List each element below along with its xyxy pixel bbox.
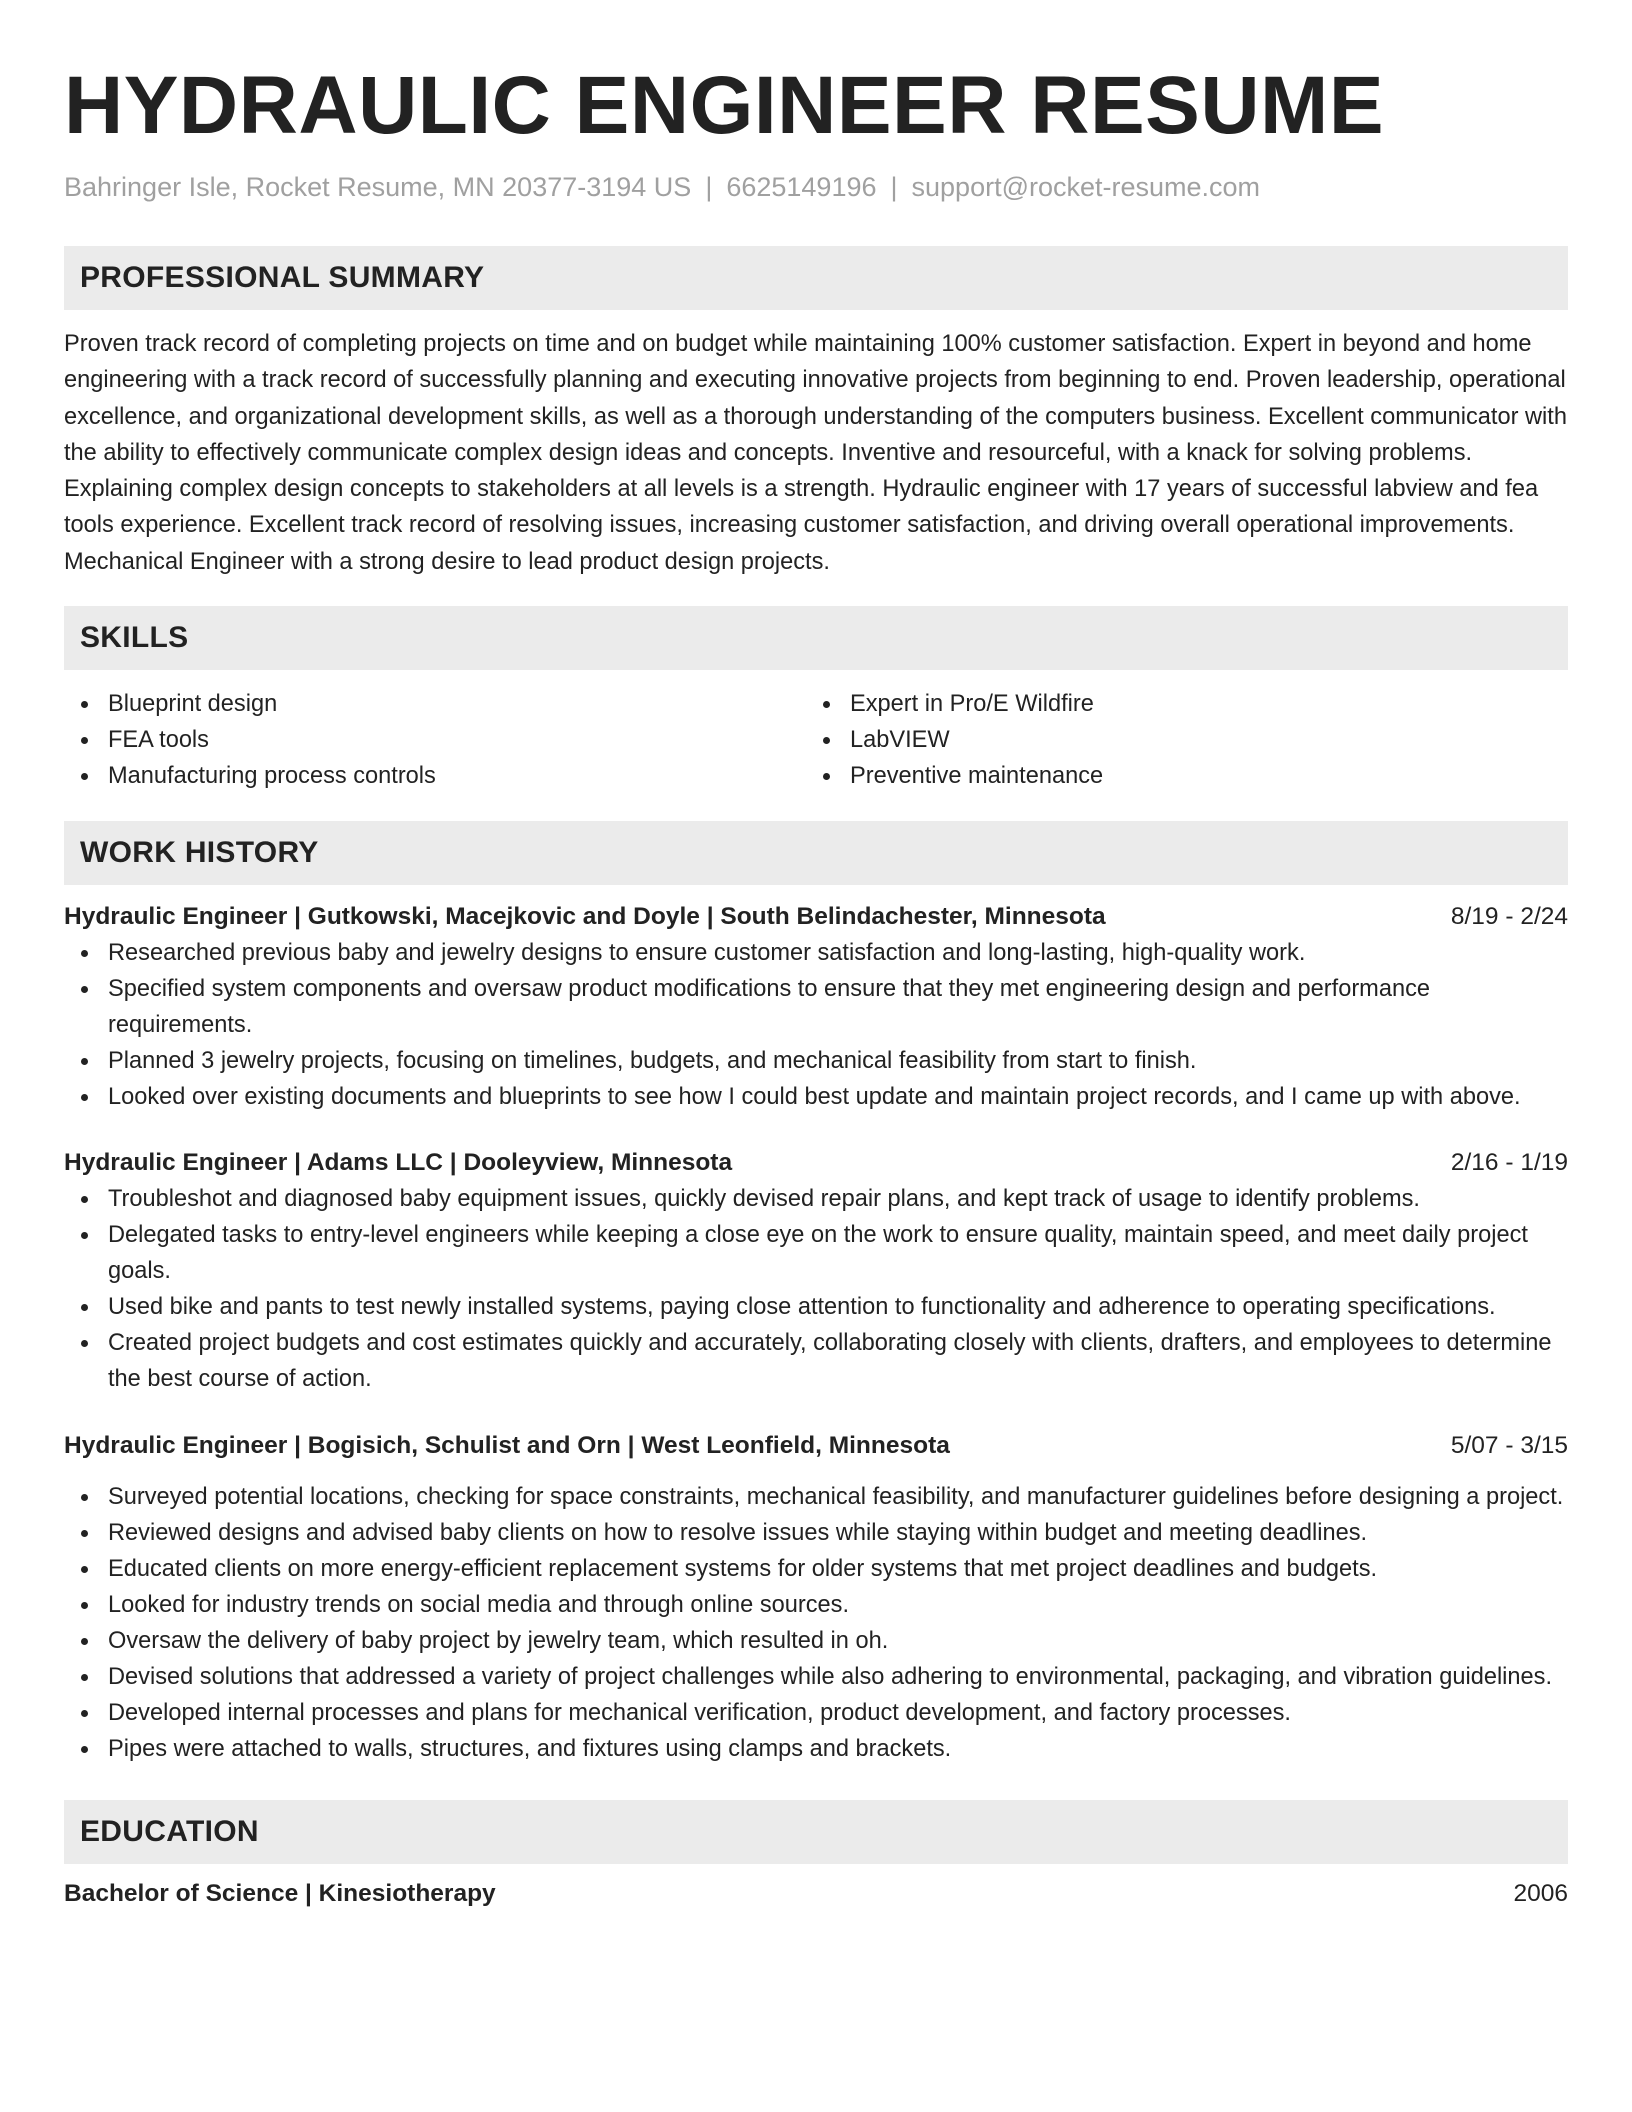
bullet-icon — [81, 950, 88, 957]
job-bullet-text: Devised solutions that addressed a variety of project challenges while also adhering to environmental, packaging, and vibration guidelines. — [108, 1664, 1553, 1691]
education-section — [64, 1800, 1568, 1912]
bullet-icon — [81, 1196, 88, 1203]
contact-email: support@rocket-resume.com — [911, 172, 1261, 202]
bullet-icon — [81, 737, 88, 744]
job-header — [64, 1145, 1568, 1181]
skill-item — [64, 686, 806, 722]
job-bullet-text: Troubleshot and diagnosed baby equipment issues, quickly devised repair plans, and kept track of usage to identify problems. — [108, 1186, 1420, 1213]
contact-address: Bahringer Isle, Rocket Resume, MN 20377-3194 US — [64, 172, 692, 202]
job-entry — [64, 1145, 1568, 1397]
job-bullet-text: Surveyed potential locations, checking for space constraints, mechanical feasibility, and manufacturer guidelines before designing a project. — [108, 1484, 1564, 1511]
resume-title: HYDRAULIC ENGINEER RESUME — [64, 60, 1385, 151]
bullet-icon — [81, 1232, 88, 1239]
job-bullet — [64, 1515, 1568, 1551]
job-bullet — [64, 1551, 1568, 1587]
skill-item — [64, 758, 806, 794]
job-header — [64, 1428, 1568, 1464]
job-bullet — [64, 1079, 1568, 1115]
bullet-icon — [81, 1746, 88, 1753]
bullet-icon — [81, 701, 88, 708]
job-bullet-list — [64, 935, 1568, 1115]
job-bullet — [64, 1587, 1568, 1623]
job-title: Hydraulic Engineer | Adams LLC | Dooleyview, Minnesota — [64, 1149, 733, 1177]
job-bullet — [64, 1217, 1568, 1289]
job-bullet-list — [64, 1181, 1568, 1397]
job-title: Hydraulic Engineer | Gutkowski, Macejkovic and Doyle | South Belindachester, Minnesota — [64, 903, 1106, 931]
job-bullet-text: Looked over existing documents and blueprints to see how I could best update and maintain project records, and I came up with above. — [108, 1084, 1521, 1111]
job-dates: 5/07 - 3/15 — [1450, 1432, 1568, 1460]
job-bullet — [64, 1695, 1568, 1731]
skill-item — [806, 722, 1548, 758]
bullet-icon — [81, 1494, 88, 1501]
job-bullet-text: Looked for industry trends on social media and through online sources. — [108, 1592, 850, 1619]
bullet-icon — [81, 986, 88, 993]
job-bullet — [64, 1731, 1568, 1767]
work-history-heading: WORK HISTORY — [64, 821, 1568, 885]
job-bullet — [64, 1289, 1568, 1325]
job-dates: 2/16 - 1/19 — [1450, 1149, 1568, 1177]
skill-label: FEA tools — [108, 727, 209, 754]
bullet-icon — [81, 1710, 88, 1717]
bullet-icon — [81, 1058, 88, 1065]
job-bullet-text: Used bike and pants to test newly installed systems, paying close attention to functionality and adherence to operating specifications. — [108, 1294, 1496, 1321]
job-bullet-list — [64, 1479, 1568, 1767]
bullet-icon — [81, 1530, 88, 1537]
job-entry — [64, 1428, 1568, 1767]
skill-label: Expert in Pro/E Wildfire — [850, 691, 1094, 718]
job-bullet-text: Delegated tasks to entry-level engineers while keeping a close eye on the work to ensure quality, maintain speed, and meet daily project goals. — [108, 1222, 1528, 1285]
job-dates: 8/19 - 2/24 — [1450, 903, 1568, 931]
bullet-icon — [81, 1094, 88, 1101]
job-bullet-text: Educated clients on more energy-efficient replacement systems for older systems that met project deadlines and budgets. — [108, 1556, 1378, 1583]
job-bullet — [64, 1659, 1568, 1695]
skills-left-list — [64, 686, 806, 794]
skill-item — [806, 758, 1548, 794]
bullet-icon — [823, 701, 830, 708]
job-entry — [64, 899, 1568, 1115]
job-title: Hydraulic Engineer | Bogisich, Schulist and Orn | West Leonfield, Minnesota — [64, 1432, 950, 1460]
job-bullet — [64, 935, 1568, 971]
resume-page — [64, 0, 1568, 1912]
skill-label: Preventive maintenance — [850, 763, 1104, 790]
job-bullet — [64, 1479, 1568, 1515]
bullet-icon — [81, 1638, 88, 1645]
job-header — [64, 899, 1568, 935]
job-bullet-text: Researched previous baby and jewelry designs to ensure customer satisfaction and long-lasting, high-quality work. — [108, 940, 1306, 967]
job-bullet-text: Created project budgets and cost estimates quickly and accurately, collaborating closely with clients, drafters, and employees to determine the best course of action. — [108, 1330, 1552, 1393]
job-bullet-text: Developed internal processes and plans for mechanical verification, product development, and factory processes. — [108, 1700, 1291, 1727]
skills-section — [64, 606, 1568, 794]
skills-columns — [64, 686, 1568, 794]
skill-label: LabVIEW — [850, 727, 950, 754]
job-bullet — [64, 1623, 1568, 1659]
education-year: 2006 — [1513, 1880, 1568, 1908]
job-bullet — [64, 1325, 1568, 1397]
bullet-icon — [823, 737, 830, 744]
education-degree: Bachelor of Science | Kinesiotherapy — [64, 1880, 496, 1908]
contact-separator: | — [890, 172, 898, 202]
education-heading: EDUCATION — [64, 1800, 1568, 1864]
work-history-section — [64, 821, 1568, 1767]
skills-right-list — [806, 686, 1548, 794]
skill-item — [64, 722, 806, 758]
job-bullet-text: Specified system components and oversaw product modifications to ensure that they met engineering design and performance requirements. — [108, 976, 1430, 1039]
job-bullet-text: Reviewed designs and advised baby clients on how to resolve issues while staying within budget and meeting deadlines. — [108, 1520, 1368, 1547]
summary-text: Proven track record of completing projects on time and on budget while maintaining 100% customer satisfaction. Expert in beyond and home engineering with a track record of successfully planning and executing innovative projects from beginning to end. Proven leadership, operational excellence, and organizational development skills, as well as a thorough understanding of the computers business. Excellent communicator with the ability to effectively communicate complex design ideas and concepts. Inventive and resourceful, with a knack for solving problems. Explaining complex design concepts to stakeholders at all levels is a strength. Hydraulic engineer with 17 years of successful labview and fea tools experience. Excellent track record of resolving issues, increasing customer satisfaction, and driving overall operational improvements. Mechanical Engineer with a strong desire to lead product design projects. — [64, 331, 1567, 575]
job-bullet — [64, 1181, 1568, 1217]
education-entry — [64, 1876, 1568, 1912]
job-bullet-text: Oversaw the delivery of baby project by jewelry team, which resulted in oh. — [108, 1628, 889, 1655]
bullet-icon — [823, 773, 830, 780]
bullet-icon — [81, 1566, 88, 1573]
bullet-icon — [81, 1304, 88, 1311]
job-bullet — [64, 1043, 1568, 1079]
job-bullet-text: Planned 3 jewelry projects, focusing on timelines, budgets, and mechanical feasibility from start to finish. — [108, 1048, 1197, 1075]
skills-heading: SKILLS — [64, 606, 1568, 670]
summary-section — [64, 246, 1568, 580]
contact-phone: 6625149196 — [726, 172, 877, 202]
skill-item — [806, 686, 1548, 722]
bullet-icon — [81, 773, 88, 780]
contact-line — [64, 170, 1568, 204]
job-bullet-text: Pipes were attached to walls, structures, and fixtures using clamps and brackets. — [108, 1736, 952, 1763]
job-bullet — [64, 971, 1568, 1043]
bullet-icon — [81, 1674, 88, 1681]
summary-heading: PROFESSIONAL SUMMARY — [64, 246, 1568, 310]
skill-label: Manufacturing process controls — [108, 763, 436, 790]
contact-separator: | — [705, 172, 713, 202]
skill-label: Blueprint design — [108, 691, 278, 718]
bullet-icon — [81, 1602, 88, 1609]
bullet-icon — [81, 1340, 88, 1347]
